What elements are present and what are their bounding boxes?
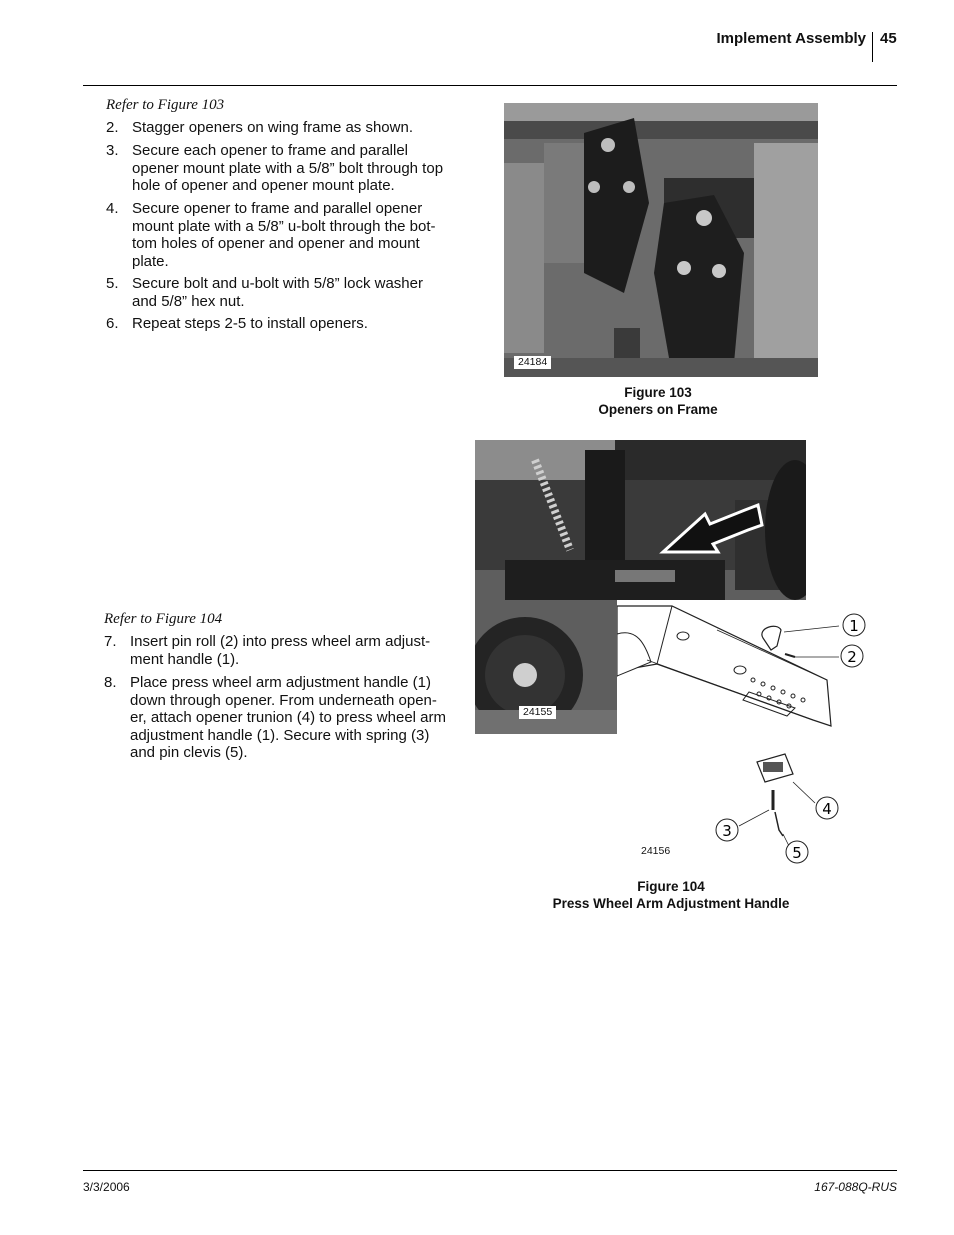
figure-103-caption [560, 384, 756, 418]
figure-103-photo [504, 103, 818, 377]
callout-2 [841, 645, 863, 667]
list-item [106, 275, 451, 310]
step-number: 3. [106, 142, 119, 159]
step-number: 2. [106, 119, 119, 136]
figure-103-title: Openers on Frame [598, 402, 718, 417]
page-number: 45 [880, 30, 897, 47]
figure-103-image-number: 24184 [514, 356, 551, 369]
list-item [106, 200, 451, 270]
list-item [106, 142, 451, 195]
figure-104-label: Figure 104 [637, 879, 705, 894]
list-item [106, 315, 451, 333]
callout-5 [786, 841, 808, 863]
footer-date: 3/3/2006 [83, 1180, 130, 1194]
step-number: 8. [104, 674, 117, 691]
figure-104-photo-number: 24155 [519, 706, 556, 719]
header-rule [83, 85, 897, 86]
figure-104-title: Press Wheel Arm Adjustment Handle [552, 896, 790, 911]
footer-rule [83, 1170, 897, 1171]
step-text: Repeat steps 2-5 to install openers. [132, 315, 368, 332]
callout-1-label: 1 [849, 617, 859, 635]
list-item [104, 674, 452, 762]
callout-4 [816, 797, 838, 819]
step-number: 7. [104, 633, 117, 650]
refer-figure-103: Refer to Figure 103 [106, 97, 225, 113]
list-item [104, 633, 452, 668]
callout-5-label: 5 [792, 844, 802, 862]
figure-104-drawing [617, 600, 877, 870]
step-text: Stagger openers on wing frame as shown. [132, 119, 413, 136]
figure-103-label: Figure 103 [624, 385, 692, 400]
step-number: 5. [106, 275, 119, 292]
callout-4-label: 4 [822, 800, 832, 818]
callout-2-label: 2 [847, 648, 857, 666]
section-title: Implement Assembly [716, 30, 866, 47]
footer-doc-id: 167-088Q-RUS [814, 1180, 897, 1194]
callout-3-label: 3 [722, 822, 732, 840]
callout-1 [843, 614, 865, 636]
refer-figure-104: Refer to Figure 104 [104, 611, 223, 627]
callout-3 [716, 819, 738, 841]
figure-104-caption [530, 878, 812, 912]
openers-photo-illustration [504, 103, 818, 377]
step-number: 4. [106, 200, 119, 217]
step-number: 6. [106, 315, 119, 332]
step-text: Secure each opener to frame and parallel opener mount plate with a 5/8” bolt through top hole of opener and opener mount plate. [132, 142, 444, 194]
step-text: Secure opener to frame and parallel opener mount plate with a 5/8” u-bolt through the bot-tom holes of opener and opener and mount plate. [132, 200, 436, 270]
step-text: Place press wheel arm adjustment handle (1) down through opener. From underneath open-er, attach opener trunion (4) to press wheel arm adjustment handle (1). Secure with spring (3) and pin clevis (5). [130, 674, 446, 761]
step-text: Secure bolt and u-bolt with 5/8” lock washer and 5/8” hex nut. [132, 275, 423, 310]
figure-104-drawing-number: 24156 [641, 845, 671, 857]
list-item [106, 119, 451, 137]
step-text: Insert pin roll (2) into press wheel arm adjust-ment handle (1). [130, 633, 431, 668]
header-divider [872, 32, 873, 62]
